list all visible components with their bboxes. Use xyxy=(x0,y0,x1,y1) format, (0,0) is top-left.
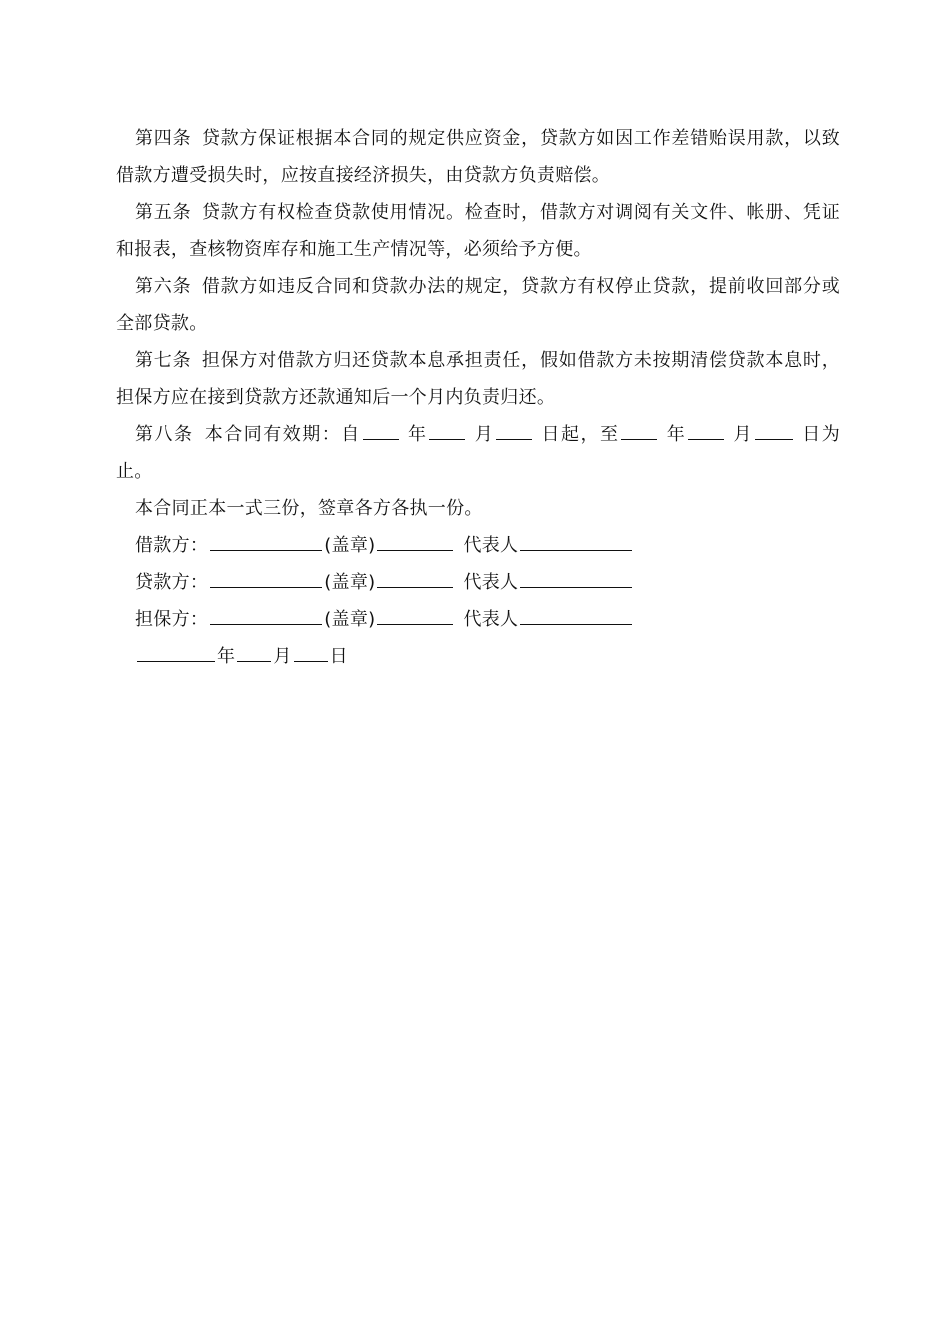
clause-text: 担保方对借款方归还贷款本息承担责任，假如借款方未按期清偿贷款本息时，担保方应在接到贷款方还款通知后一个月内负责归还。 xyxy=(116,350,840,408)
signature-row-borrower xyxy=(116,527,840,564)
date-day-label: 日 xyxy=(329,646,348,667)
clause-text: 贷款方保证根据本合同的规定供应资金，贷款方如因工作差错贻误用款，以致借款方遭受损失时，应按直接经济损失，由贷款方负责赔偿。 xyxy=(116,128,840,186)
month-label: 月 xyxy=(474,424,495,445)
clause-heading: 第七条 xyxy=(135,350,192,371)
party-label: 贷款方： xyxy=(135,572,209,593)
start-month-blank[interactable] xyxy=(429,425,465,440)
clause-text: 贷款方有权检查贷款使用情况。检查时，借款方对调阅有关文件、帐册、凭证和报表，查核物资库存和施工生产情况等，必须给予方便。 xyxy=(116,202,840,260)
representative-label: 代表人 xyxy=(463,572,519,593)
seal-blank[interactable] xyxy=(377,610,453,625)
party-name-blank[interactable] xyxy=(210,610,322,625)
end-day-blank[interactable] xyxy=(755,425,793,440)
seal-label: (盖章) xyxy=(324,572,376,593)
end-month-blank[interactable] xyxy=(688,425,724,440)
validity-lead: 本合同有效期：自 xyxy=(203,424,361,445)
clause-6 xyxy=(116,268,840,342)
month-label: 月 xyxy=(733,424,753,445)
seal-label: (盖章) xyxy=(324,609,376,630)
representative-blank[interactable] xyxy=(520,536,632,551)
representative-label: 代表人 xyxy=(463,535,519,556)
seal-label: (盖章) xyxy=(324,535,376,556)
contract-body xyxy=(116,120,840,675)
day-from-label: 日起，至 xyxy=(541,424,620,445)
end-year-blank[interactable] xyxy=(621,425,657,440)
start-day-blank[interactable] xyxy=(496,425,532,440)
signature-row-guarantor xyxy=(116,601,840,638)
year-label: 年 xyxy=(666,424,687,445)
clause-text: 借款方如违反合同和贷款办法的规定，贷款方有权停止贷款，提前收回部分或全部贷款。 xyxy=(116,276,840,334)
date-day-blank[interactable] xyxy=(294,647,328,662)
seal-blank[interactable] xyxy=(377,536,453,551)
representative-label: 代表人 xyxy=(463,609,519,630)
party-label: 借款方： xyxy=(135,535,209,556)
clause-heading: 第八条 xyxy=(135,424,194,445)
clause-4 xyxy=(116,120,840,194)
representative-blank[interactable] xyxy=(520,573,632,588)
seal-blank[interactable] xyxy=(377,573,453,588)
clause-8-validity xyxy=(116,416,840,490)
year-label: 年 xyxy=(407,424,428,445)
representative-blank[interactable] xyxy=(520,610,632,625)
clause-heading: 第六条 xyxy=(135,276,192,297)
date-month-label: 月 xyxy=(273,646,292,667)
signature-row-lender xyxy=(116,564,840,601)
party-name-blank[interactable] xyxy=(210,536,322,551)
date-month-blank[interactable] xyxy=(237,647,271,662)
clause-5 xyxy=(116,194,840,268)
day-to-label: 日为止。 xyxy=(116,424,841,482)
date-year-label: 年 xyxy=(217,646,236,667)
party-label: 担保方： xyxy=(135,609,209,630)
copies-statement: 本合同正本一式三份，签章各方各执一份。 xyxy=(135,498,483,519)
date-year-blank[interactable] xyxy=(137,647,215,662)
clause-heading: 第四条 xyxy=(135,128,192,149)
signing-date xyxy=(116,638,840,675)
clause-7 xyxy=(116,342,840,416)
party-name-blank[interactable] xyxy=(210,573,322,588)
start-year-blank[interactable] xyxy=(363,425,399,440)
clause-heading: 第五条 xyxy=(135,202,192,223)
